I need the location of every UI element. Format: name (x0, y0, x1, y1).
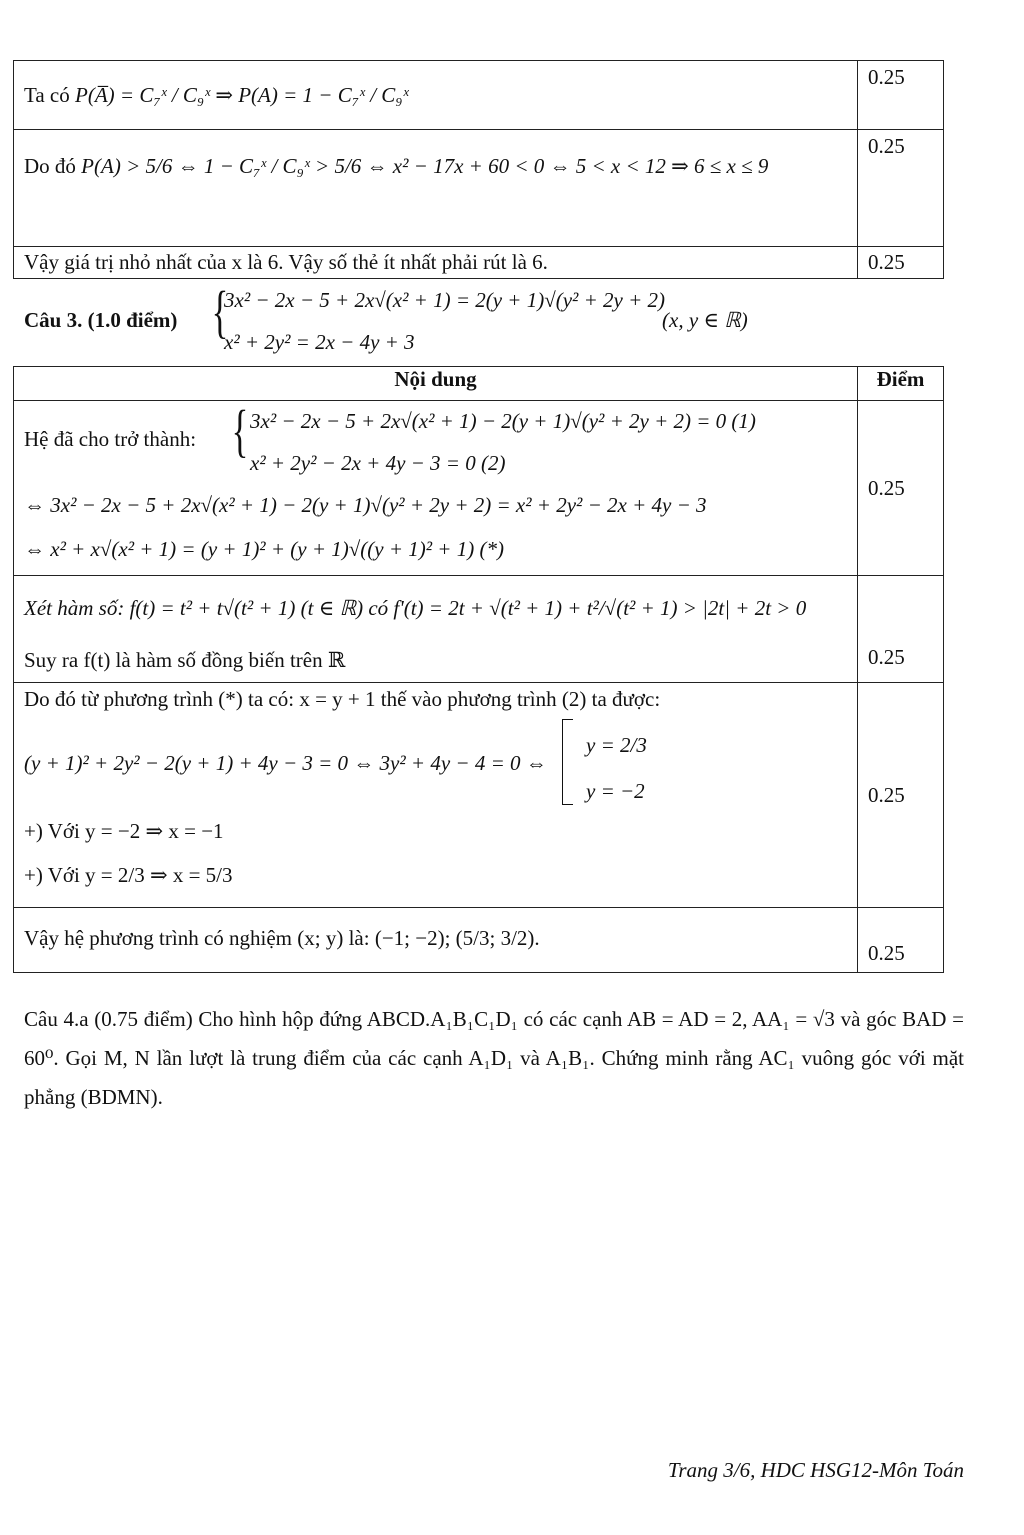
equation-1: 3x² − 2x − 5 + 2x√(x² + 1) − 2(y + 1)√(y² + 2y + 2) = 0 (1) (250, 409, 756, 433)
row-lead: Ta có (24, 83, 76, 107)
content-cell (14, 61, 858, 130)
page-footer: Trang 3/6, HDC HSG12-Môn Toán (667, 1458, 964, 1482)
content-cell (14, 398, 858, 576)
question-4: Câu 4.a (0.75 điểm) Cho hình hộp đứng ABCD.A₁B₁C₁D₁ có các cạnh AB = AD = 2, AA₁ = √3 và góc BAD = 60⁰. Gọi M, N lần lượt là trung điểm của các cạnh A₁D₁ và A₁B₁. Chứng minh rằng AC₁ vuông góc với mặt phẳng (BDMN). (24, 1007, 964, 1109)
score-cell: 0.25 (858, 130, 944, 247)
score-cell: 0.25 (858, 401, 944, 576)
case-bracket (562, 719, 573, 805)
score-cell: 0.25 (858, 683, 944, 908)
system-brace: { (231, 398, 249, 463)
case-1-result: +) Với y = −2 ⇒ x = −1 (24, 819, 224, 843)
case-2-result: +) Với y = 2/3 ⇒ x = 5/3 (24, 863, 233, 887)
equation-1: 3x² − 2x − 5 + 2x√(x² + 1) = 2(y + 1)√(y² + 2y + 2) (224, 288, 666, 312)
system-brace: { (211, 279, 229, 344)
content-cell (14, 908, 858, 973)
case-1: y = 2/3 (586, 733, 647, 757)
row-lead: Do đó (24, 154, 82, 178)
conclusion-text: Vậy hệ phương trình có nghiệm (x; y) là: (−1; −2); (5/3; 3/2). (24, 926, 540, 950)
derivative-text: Xét hàm số: f(t) = t² + t√(t² + 1) (t ∈ ℝ) có f'(t) = 2t + √(t² + 1) + t²/√(t² + 1) > |2t| + 2t > 0 (24, 596, 807, 620)
domain: (x, y ∈ ℝ) (662, 308, 748, 332)
question-title: Câu 3. (1.0 điểm) (24, 308, 178, 332)
answer-table-q2 (13, 60, 944, 279)
score-cell: 0.25 (858, 247, 944, 279)
content-cell (14, 683, 858, 908)
substitution-text: Do đó từ phương trình (*) ta có: x = y + 1 thế vào phương trình (2) ta được: (24, 687, 661, 711)
content-cell (14, 576, 858, 683)
answer-table-q3 (13, 366, 944, 973)
monotonic-text: Suy ra f(t) là hàm số đồng biến trên ℝ (24, 648, 346, 672)
content-cell (14, 247, 858, 279)
header-score: Điểm (858, 367, 944, 401)
score-cell: 0.25 (858, 576, 944, 683)
score-cell: 0.25 (858, 908, 944, 973)
equation-4: ⇔ x² + x√(x² + 1) = (y + 1)² + (y + 1)√((y + 1)² + 1) (*) (24, 537, 504, 561)
math-expression: P(A̅) = C₇ˣ / C₉ˣ ⇒ P(A) = 1 − C₇ˣ / C₉ˣ (75, 83, 409, 107)
conclusion-text: Vậy giá trị nhỏ nhất của x là 6. Vậy số thẻ ít nhất phải rút là 6. (24, 250, 548, 274)
intro-text: Hệ đã cho trở thành: (24, 427, 197, 451)
content-cell (14, 130, 858, 247)
question-3 (24, 279, 784, 358)
equation-2: x² + 2y² − 2x + 4y − 3 = 0 (2) (250, 451, 506, 475)
math-expression: P(A) > 5/6 ⇔ 1 − C₇ˣ / C₉ˣ > 5/6 ⇔ x² − 17x + 60 < 0 ⇔ 5 < x < 12 ⇒ 6 ≤ x ≤ 9 (81, 154, 769, 178)
header-content: Nội dung (14, 367, 858, 401)
equation-2: x² + 2y² = 2x − 4y + 3 (224, 330, 415, 354)
score-cell: 0.25 (858, 61, 944, 130)
equation-3: ⇔ 3x² − 2x − 5 + 2x√(x² + 1) − 2(y + 1)√(y² + 2y + 2) = x² + 2y² − 2x + 4y − 3 (24, 493, 707, 517)
quadratic-equation: (y + 1)² + 2y² − 2(y + 1) + 4y − 3 = 0 ⇔ 3y² + 4y − 4 = 0 ⇔ (24, 751, 547, 775)
case-2: y = −2 (586, 779, 645, 803)
